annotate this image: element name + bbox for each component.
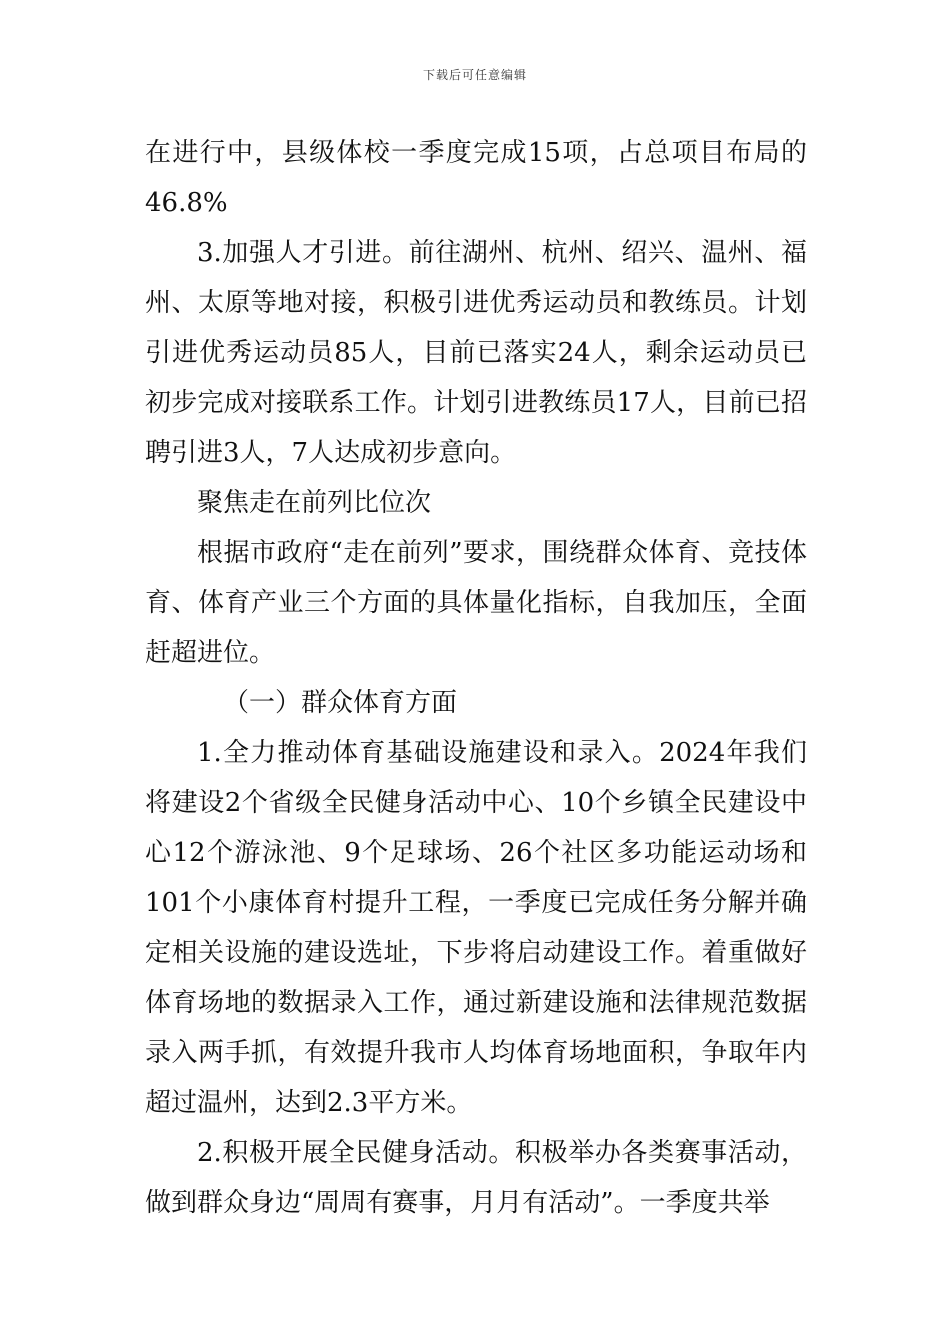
section-heading-ranking: 聚焦走在前列比位次 (197, 488, 432, 518)
paragraph-fitness-activities: 2.积极开展全民健身活动。积极举办各类赛事活动，做到群众身边“周周有赛事，月月有活动”。一季度共举 (145, 1138, 807, 1218)
subsection-heading-mass-sports: （一）群众体育方面 (223, 688, 458, 718)
paragraph-infrastructure: 1.全力推动体育基础设施建设和录入。2024年我们将建设2个省级全民健身活动中心、10个乡镇全民建设中心12个游泳池、9个足球场、26个社区多功能运动场和101个小康体育村提升工程，一季度已完成任务分解并确定相关设施的建设选址，下步将启动建设工作。着重做好体育场地的数据录入工作，通过新建设施和法律规范数据录入两手抓，有效提升我市人均体育场地面积，争取年内超过温州，达到2.3平方米。 (145, 738, 807, 1118)
paragraph-continuation: 在进行中，县级体校一季度完成15项，占总项目布局的46.8% (145, 138, 807, 218)
document-body (145, 128, 807, 1228)
paragraph-talent-introduction: 3.加强人才引进。前往湖州、杭州、绍兴、温州、福州、太原等地对接，积极引进优秀运动员和教练员。计划引进优秀运动员85人，目前已落实24人，剩余运动员已初步完成对接联系工作。计划引进教练员17人，目前已招聘引进3人，7人达成初步意向。 (145, 238, 807, 468)
page-header-note: 下载后可任意编辑 (422, 68, 527, 82)
paragraph-city-requirement: 根据市政府“走在前列”要求，围绕群众体育、竞技体育、体育产业三个方面的具体量化指标，自我加压，全面赶超进位。 (145, 538, 807, 668)
